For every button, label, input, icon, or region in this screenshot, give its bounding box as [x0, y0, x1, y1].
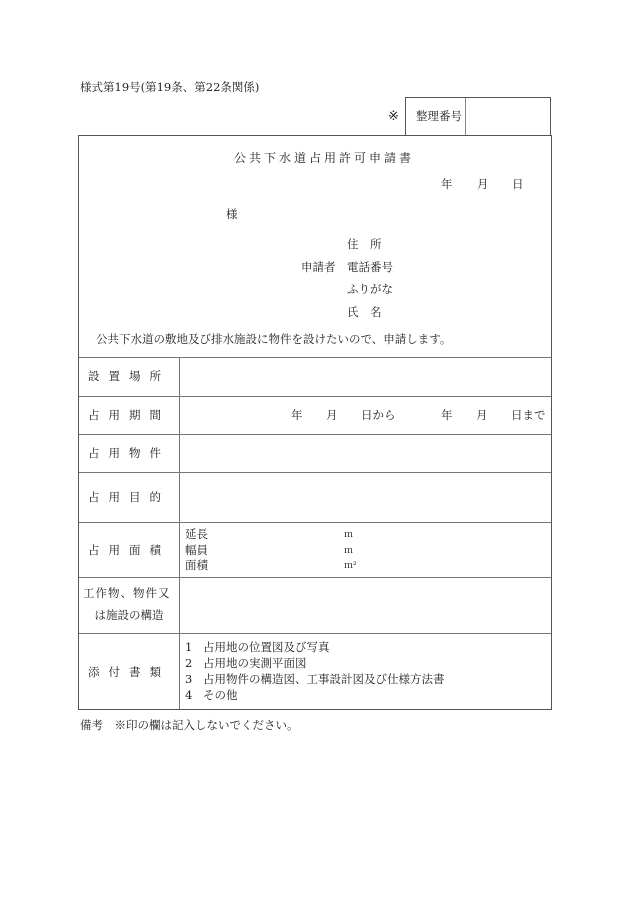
area-width-unit: ｍ	[344, 546, 354, 556]
attachment-no: 2	[185, 656, 193, 670]
area-label: 占用面積	[88, 543, 170, 557]
object-label: 占用物件	[88, 446, 170, 460]
attachment-item: 占用物件の構造図、工事設計図及び仕様方法書	[203, 672, 445, 686]
reference-number-field[interactable]	[466, 98, 550, 135]
row-divider	[79, 522, 551, 523]
area-width-label: 幅員	[185, 543, 208, 557]
area-total-unit: ｍ²	[344, 561, 357, 571]
reference-mark: ※	[388, 109, 399, 124]
applicant-address-label: 住 所	[347, 237, 382, 251]
period-to-year: 年	[441, 408, 453, 422]
attachment-item: 占用地の位置図及び写真	[203, 640, 330, 654]
period-to-month: 月	[476, 408, 488, 422]
purpose-field[interactable]	[180, 473, 551, 522]
reference-number-box	[405, 97, 551, 135]
date-month: 月	[477, 177, 489, 191]
column-divider	[179, 357, 180, 709]
applicant-name-label: 氏 名	[347, 305, 382, 319]
purpose-label: 占用目的	[88, 490, 170, 504]
structure-label-line1: 工作物、物件又	[83, 586, 171, 600]
date-year: 年	[441, 177, 453, 191]
structure-field[interactable]	[180, 578, 551, 633]
period-from-day: 日から	[361, 408, 396, 422]
attachment-item: その他	[203, 688, 238, 702]
form-title: 公共下水道占用許可申請書	[234, 151, 415, 165]
area-total-label: 面積	[185, 558, 208, 572]
period-from-month: 月	[326, 408, 338, 422]
date-day: 日	[512, 177, 524, 191]
application-form	[78, 135, 552, 710]
reference-number-label: 整理番号	[416, 109, 462, 123]
period-from-year: 年	[291, 408, 303, 422]
attachment-no: 4	[185, 688, 193, 702]
period-to-day: 日まで	[511, 408, 546, 422]
form-number: 様式第19号(第19条、第22条関係)	[80, 80, 260, 94]
attachment-no: 3	[185, 672, 193, 686]
location-field[interactable]	[180, 358, 551, 396]
attachments-label: 添付書類	[88, 665, 170, 679]
applicant-furigana-label: ふりがな	[347, 282, 393, 296]
applicant-phone-label: 電話番号	[347, 260, 393, 274]
application-statement: 公共下水道の敷地及び排水施設に物件を設けたいので、申請します。	[96, 332, 452, 346]
period-label: 占用期間	[88, 408, 170, 422]
location-label: 設置場所	[88, 369, 170, 383]
row-divider	[79, 633, 551, 634]
attachment-item: 占用地の実測平面図	[203, 656, 307, 670]
object-field[interactable]	[180, 435, 551, 472]
row-divider	[79, 396, 551, 397]
applicant-label: 申請者	[301, 260, 336, 274]
remarks-note: 備考 ※印の欄は記入しないでください。	[80, 718, 299, 732]
area-extension-label: 延長	[185, 527, 208, 541]
addressee-suffix: 様	[226, 207, 238, 221]
area-extension-unit: ｍ	[344, 530, 354, 540]
attachment-no: 1	[185, 640, 193, 654]
structure-label-line2: は施設の構造	[94, 608, 164, 622]
